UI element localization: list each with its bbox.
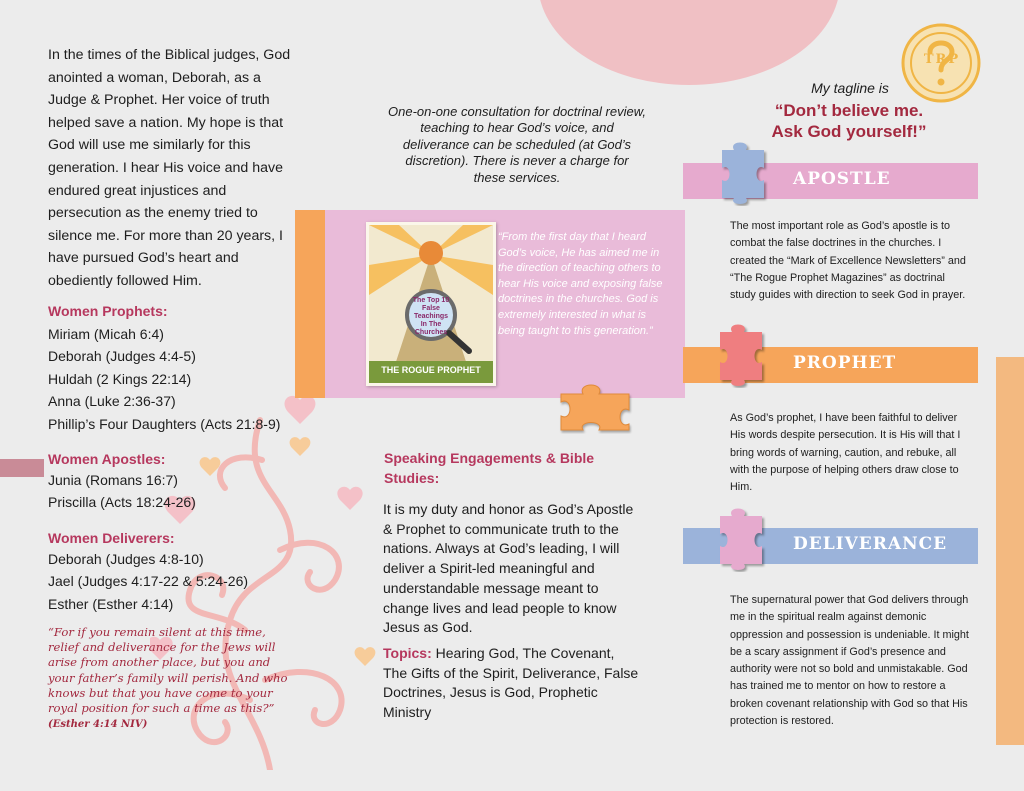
list-item: Huldah (2 Kings 22:14) <box>48 370 192 387</box>
esther-quote <box>48 625 296 732</box>
apostle-title: APOSTLE <box>793 169 891 189</box>
list-item: Deborah (Judges 4:8-10) <box>48 551 204 567</box>
tagline <box>720 100 978 142</box>
book-quote: “From the first day that I heard God’s voice, He has aimed me in the direction of teaching others to hear His voice and exposing false doctrines in the churches. God is extremely interested in what is being taught to this generation.” <box>498 231 663 337</box>
red-puzzle-icon <box>712 324 770 388</box>
tagline-line-2: Ask God yourself!” <box>771 122 927 141</box>
list-item: Deborah (Judges 4:4-5) <box>48 348 196 365</box>
apostle-text: The most important role as God’s apostle is to combat the false doctrines in the churches. I created the “Mark of Excellence Newsletters” and “The Rogue Prophet Magazines” as doctrinal study guides with direction to seek God in prayer. <box>730 220 966 302</box>
orange-puzzle-icon <box>555 380 635 434</box>
decorative-left-strip <box>0 459 44 477</box>
deliverance-title: DELIVERANCE <box>793 534 948 554</box>
list-item: Miriam (Micah 6:4) <box>48 326 164 342</box>
women-prophets-title: Women Prophets: <box>48 303 168 319</box>
women-deliverers-title: Women Deliverers: <box>48 530 175 546</box>
women-deliverers-section <box>48 530 308 615</box>
list-item: Phillip’s Four Daughters (Acts 21:8-9) <box>48 415 281 432</box>
prophet-text: As God’s prophet, I have been faithful to deliver His words despite persecution. It is His will that I bring words of warning, caution, and rebuke, all with the purpose of helping others draw close to Him. <box>730 412 961 494</box>
book-banner: THE ROGUE PROPHET <box>381 365 481 375</box>
topics-paragraph <box>383 644 641 723</box>
list-item: Esther (Esther 4:14) <box>48 595 174 612</box>
decorative-right-strip <box>996 357 1024 745</box>
women-prophets-section <box>48 303 298 435</box>
decorative-pink-circle <box>538 0 840 85</box>
consultation-text: One-on-one consultation for doctrinal review, teaching to hear God’s voice, and deliverance can be scheduled (at God’s discretion). There is never a charge for these services. <box>388 104 646 185</box>
list-item: Junia (Romans 16:7) <box>48 472 178 488</box>
women-apostles-section <box>48 451 298 514</box>
book-cover <box>366 222 496 386</box>
blue-puzzle-icon <box>714 142 772 206</box>
prophet-title: PROPHET <box>793 353 897 373</box>
deliverance-text: The supernatural power that God delivers through me in the spiritual realm against demonic oppression and possession is undeniable. It might be a scary assignment if God’s presence and authority were not so bold and unmistakable. God has trained me to mentor on how to restore a broken covenant relationship with God so that His protection is restored. <box>730 594 969 728</box>
tagline-intro: My tagline is <box>811 80 889 96</box>
speaking-body: It is my duty and honor as God’s Apostle & Prophet to communicate truth to the nations. Always at God’s leading, I will deliver a Spirit-led meaningful and understandable message meant to change lives and lead people to know Jesus as God. <box>383 501 634 636</box>
intro-paragraph: In the times of the Biblical judges, God anointed a woman, Deborah, as a Judge & Prophet. Her voice of truth helped save a nation. My hope is that God will use me similarly for this generation. I hear His voice and have endured great injustices and persecution as the enemy tried to silence me. For more than 20 years, I have pursued God’s heart and obediently followed Him. <box>48 47 291 289</box>
pink-puzzle-icon <box>712 508 770 572</box>
quote-text: “For if you remain silent at this time, relief and deliverance for the Jews will arise from another place, but you and your father’s family will perish. And who knows but that you have come to your royal position for such a time as this?” <box>48 625 288 716</box>
topics-list: Hearing God, The Covenant, The Gifts of the Spirit, Deliverance, False Doctrines, Jesus is God, Prophetic Ministry <box>383 645 639 721</box>
quote-reference: (Esther 4:14 NIV) <box>48 719 148 731</box>
logo-letters: TRP <box>923 52 961 67</box>
topics-label: Topics: <box>383 645 432 661</box>
list-item: Jael (Judges 4:17-22 & 5:24-26) <box>48 573 249 590</box>
book-lens-title: The Top 10 False Teachings In The Churches <box>412 297 450 336</box>
list-item: Anna (Luke 2:36-37) <box>48 393 176 410</box>
tagline-line-1: “Don’t believe me. <box>774 101 924 120</box>
speaking-title: Speaking Engagements & Bible Studies: <box>384 450 595 486</box>
list-item: Priscilla (Acts 18:24-26) <box>48 494 196 511</box>
women-apostles-title: Women Apostles: <box>48 451 166 467</box>
